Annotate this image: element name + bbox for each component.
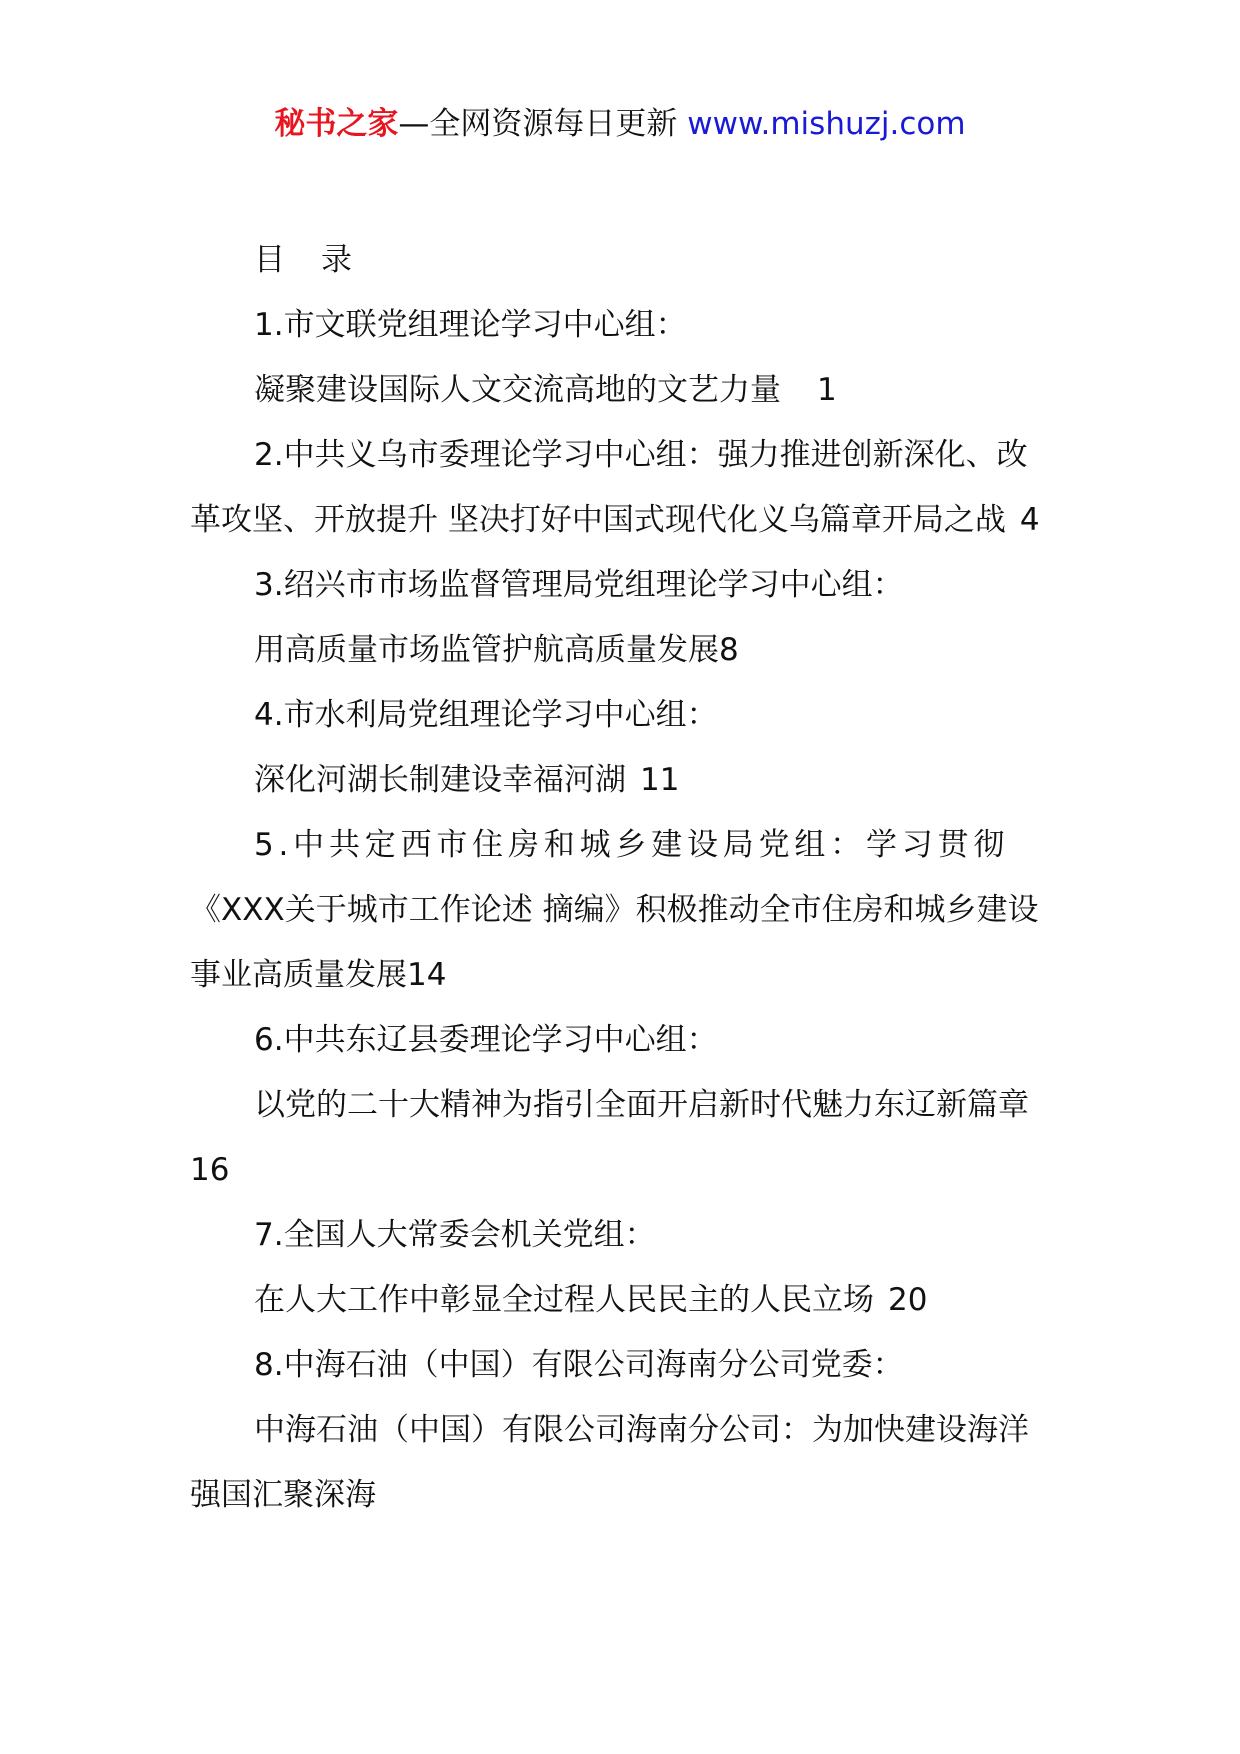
toc-title (190, 228, 1058, 293)
brand-name: 秘书之家 (274, 106, 399, 142)
table-of-contents (190, 228, 1058, 1528)
toc-item-2[interactable] (190, 423, 1058, 553)
toc-title-right: 录 (321, 242, 352, 278)
toc-item-2-page: 4 (1019, 502, 1040, 538)
toc-item-8-subtitle[interactable]: 中海石油（中国）有限公司海南分公司：为加快建设海洋强国汇聚深海 (190, 1412, 1029, 1513)
toc-item-4-subtitle[interactable]: 深化河湖长制建设幸福河湖 11 (254, 762, 680, 798)
toc-item-5-subtitle[interactable]: 《XXX关于城市工作论述 摘编》积极推动全市住房和城乡建设事业高质量发展14 (190, 892, 1039, 993)
toc-item-2-heading: 2.中共义乌市委理论学习中心组：强力推进创新深化、改革攻坚、开放提升 坚决打好中国式现代化义乌篇章开局之战 (190, 437, 1028, 538)
toc-item-5-heading[interactable]: 5.中共定西市住房和城乡建设局党组：学习贯彻 (254, 827, 1010, 863)
toc-item-8-heading[interactable]: 8.中海石油（中国）有限公司海南分公司党委： (254, 1347, 904, 1383)
toc-item-5-page: 14 (407, 957, 447, 993)
toc-item-3-heading[interactable]: 3.绍兴市市场监督管理局党组理论学习中心组： (254, 567, 904, 603)
toc-title-left: 目 (254, 242, 285, 278)
toc-item-7-subtitle[interactable]: 在人大工作中彰显全过程人民民主的人民立场 20 (254, 1282, 928, 1318)
toc-item-4-page: 11 (640, 762, 680, 798)
toc-item-1-subtitle[interactable]: 凝聚建设国际人文交流高地的文艺力量 1 (254, 372, 837, 408)
toc-item-1-page: 1 (817, 372, 837, 408)
header-slogan: —全网资源每日更新 (398, 106, 678, 142)
toc-item-6-heading[interactable]: 6.中共东辽县委理论学习中心组： (254, 1022, 718, 1058)
toc-item-1-heading[interactable]: 1.市文联党组理论学习中心组： (254, 307, 687, 343)
toc-item-6-subtitle[interactable]: 以党的二十大精神为指引全面开启新时代魅力东辽新篇章16 (190, 1087, 1029, 1188)
toc-item-7-heading[interactable]: 7.全国人大常委会机关党组： (254, 1217, 656, 1253)
site-header (0, 104, 1240, 144)
toc-item-3-page: 8 (719, 632, 739, 668)
site-url-link[interactable]: www.mishuzj.com (687, 106, 966, 142)
toc-item-3-subtitle[interactable]: 用高质量市场监管护航高质量发展8 (254, 632, 739, 668)
toc-item-7-page: 20 (888, 1282, 928, 1318)
toc-item-6-page: 16 (190, 1152, 230, 1188)
toc-item-4-heading[interactable]: 4.市水利局党组理论学习中心组： (254, 697, 718, 733)
